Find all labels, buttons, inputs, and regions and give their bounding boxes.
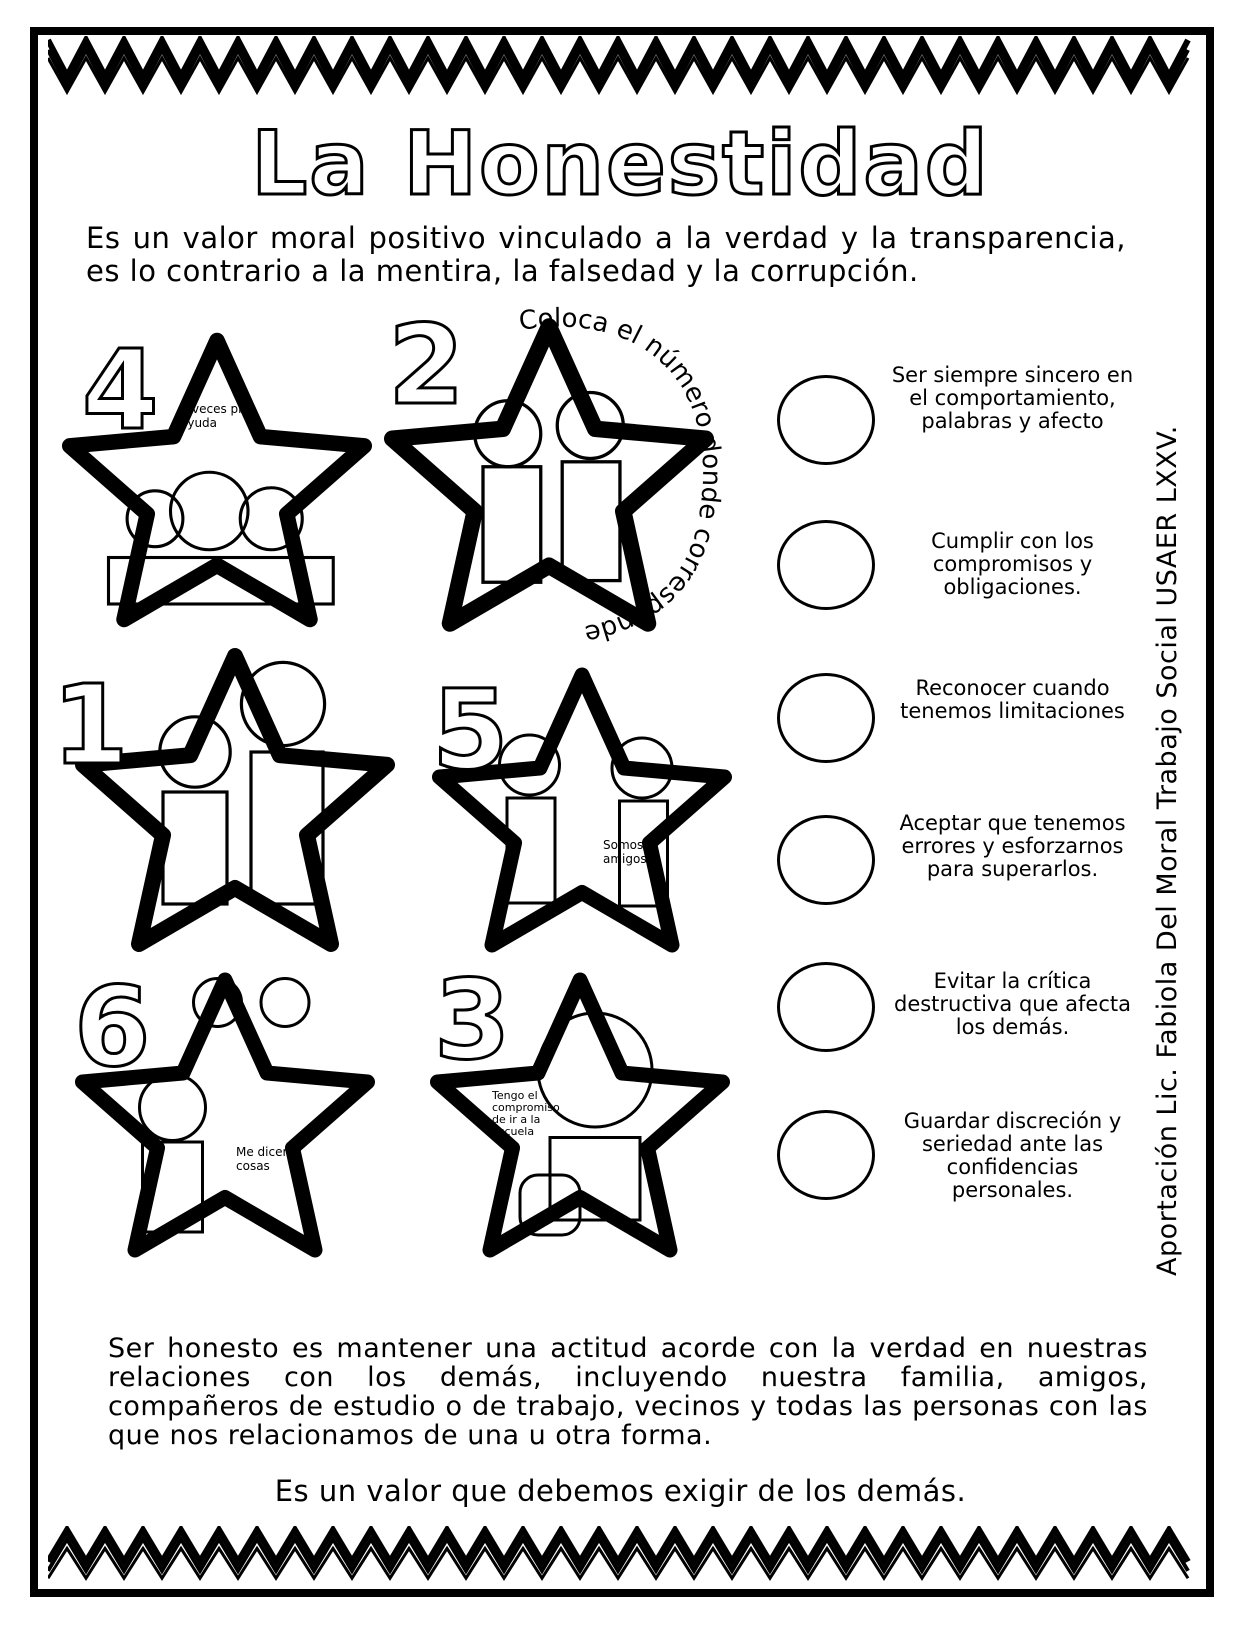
side-credit: Aportación Lic. Fabiola Del Moral Trabajo Social USAER LXXV. xyxy=(1152,425,1183,1276)
star-4-caption: A veces pido ayuda xyxy=(180,402,257,430)
instruction-text: Coloca el número donde corresponde xyxy=(517,303,727,650)
answer-circle-4[interactable] xyxy=(777,815,875,905)
answer-circle-5[interactable] xyxy=(777,962,875,1052)
item-6: Guardar discreción y seriedad ante las confidencias personales. xyxy=(903,1109,1122,1202)
intro-paragraph: Es un valor moral positivo vinculado a la verdad y la transparencia, es lo contrario a la mentira, la falsedad y la corrupción. xyxy=(86,221,1126,288)
instruction-arc xyxy=(480,290,740,670)
answer-circle-1[interactable] xyxy=(777,375,875,465)
svg-text:Coloca el número donde corresp xyxy=(517,304,726,650)
star-2-number: 2 xyxy=(388,301,465,429)
item-5: Evitar la crítica destructiva que afecta los demás. xyxy=(893,969,1132,1039)
star-6-caption: Me dicen cosas xyxy=(236,1145,291,1173)
star-5-number: 5 xyxy=(432,666,509,794)
top-zigzag-border xyxy=(48,36,1194,96)
bottom-paragraph: Ser honesto es mantener una actitud acorde con la verdad en nuestras relaciones con los demás, incluyendo nuestra familia, amigos, compañeros de estudio o de trabajo, vecinos y todas las personas con las que nos relacionamos de una u otra forma. xyxy=(108,1333,1148,1451)
star-1-number: 1 xyxy=(52,661,129,789)
item-2: Cumplir con los compromisos y obligaciones. xyxy=(931,529,1094,599)
closing-line: Es un valor que debemos exigir de los demás. xyxy=(274,1474,967,1508)
star-6-number: 6 xyxy=(74,963,151,1091)
answer-circle-2[interactable] xyxy=(777,520,875,610)
answer-circle-3[interactable] xyxy=(777,673,875,763)
star-3-caption: Tengo el compromiso de ir a la escuela xyxy=(492,1089,560,1138)
item-3: Reconocer cuando tenemos limitaciones xyxy=(900,676,1125,723)
item-1: Ser siempre sincero en el comportamiento, palabras y afecto xyxy=(891,363,1134,433)
bottom-zigzag-border xyxy=(48,1526,1194,1582)
answer-circle-6[interactable] xyxy=(777,1110,875,1200)
star-5-caption: Somos amigos xyxy=(603,838,647,866)
star-3-number: 3 xyxy=(434,956,511,1084)
page-title: La Honestidad xyxy=(251,112,990,215)
star-4-number: 4 xyxy=(82,326,159,454)
item-4: Aceptar que tenemos errores y esforzarnos para superarlos. xyxy=(899,811,1126,881)
